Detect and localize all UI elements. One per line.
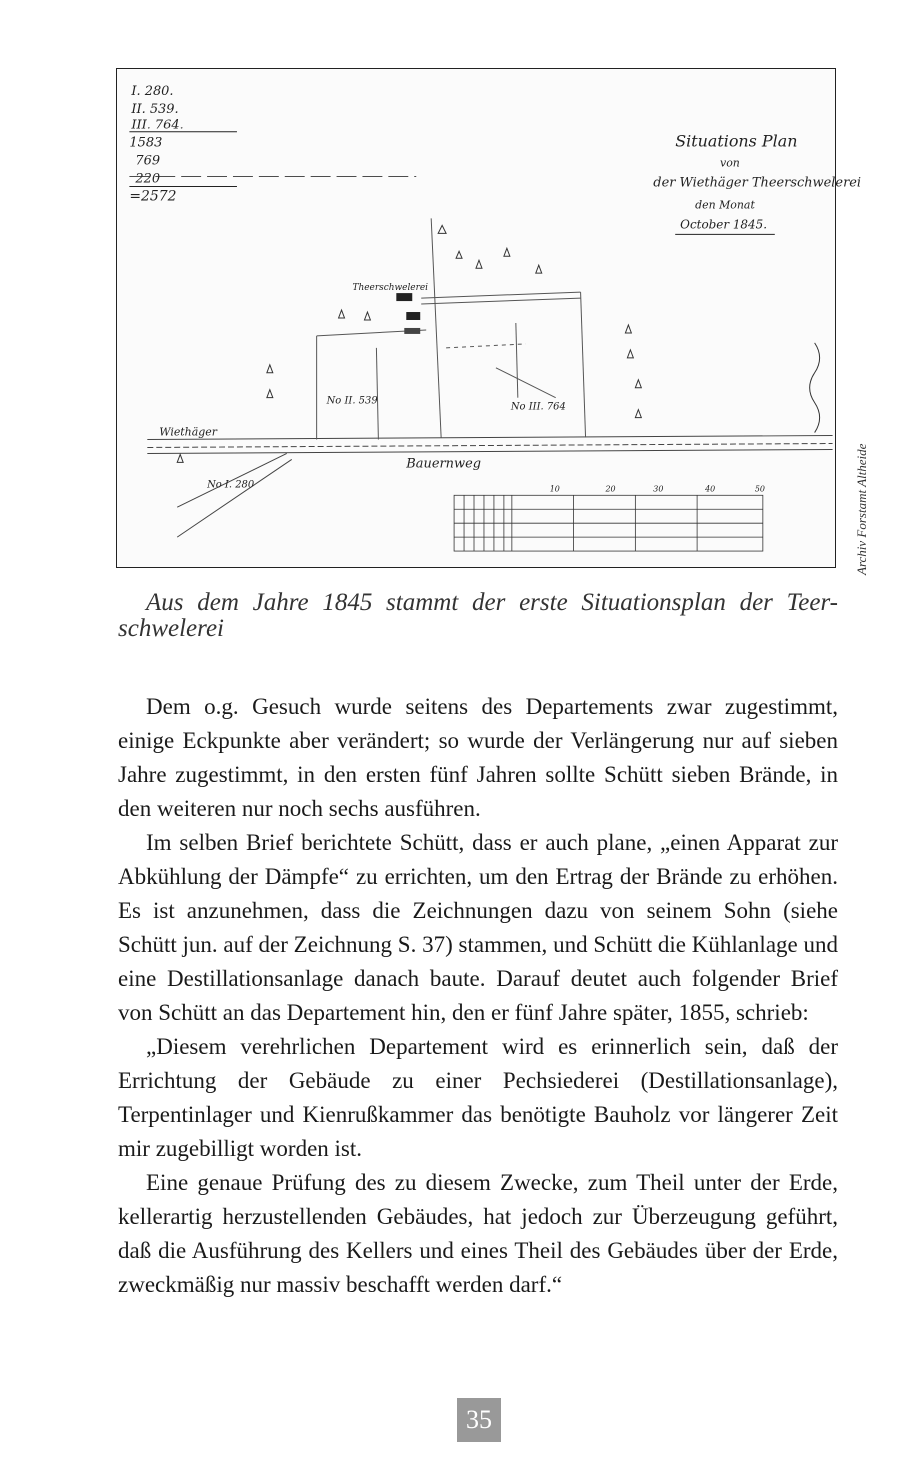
scale-tick: 50 [754, 484, 766, 494]
right-bracket [810, 343, 820, 433]
tally-line: 220 [135, 171, 161, 187]
figure-caption [118, 590, 838, 642]
tally-line: III. 764. [131, 117, 184, 133]
scale-tick: 40 [705, 484, 716, 494]
paragraph: „Diesem verehrlichen Departement wird es erinnerlich sein, daß der Errichtung der Gebäude zu einer Pechsiederei (Destillationsanlage), Terpentinlager und Kienrußkammer das benötigte Bauholz vor längerer Zeit mir zugebilligt worden ist. [118, 1034, 838, 1161]
title-line: von [720, 156, 740, 170]
plan-title [653, 132, 861, 235]
plot-label: No I. 280 [207, 479, 255, 491]
tally-line: II. 539. [131, 101, 179, 117]
caption-line-1: Aus dem Jahre 1845 stammt der erste Situationsplan der Teer- [146, 589, 838, 616]
title-line: den Monat [695, 198, 755, 212]
tally-line: I. 280. [131, 83, 174, 99]
image-credit [838, 405, 869, 575]
title-line: October 1845. [680, 217, 768, 232]
road-label: Bauernweg [406, 456, 482, 472]
caption-line-2: schwelerei [118, 615, 224, 642]
tally-line: 769 [135, 153, 161, 169]
scale-tick: 30 [653, 484, 664, 494]
road-label: Wiethäger [159, 425, 217, 439]
paragraph: Eine genaue Prüfung des zu diesem Zwecke, zum Theil unter der Erde, kellerartig herzustellenden Gebäudes, hat jedoch zur Überzeugung geführt, daß die Ausführung des Kellers und eines Theil des Gebäudes über der Erde, zweckmäßig nur massiv beschafft werden darf.“ [118, 1170, 838, 1297]
page-number: 35 [457, 1398, 501, 1442]
scale-tick: 10 [549, 484, 560, 494]
plot-label: No III. 764 [510, 401, 566, 413]
svg-text:Theerschwelerei: Theerschwelerei [352, 283, 429, 294]
paragraph: Im selben Brief berichtete Schütt, dass er auch plane, „einen Apparat zur Abkühlung der Dämpfe“ zu errichten, um den Ertrag der Brände zu erhöhen. Es ist anzunehmen, dass die Zeichnungen dazu von seinem Sohn (siehe Schütt jun. auf der Zeichnung S. 37) stammen, und Schütt die Kühlanlage und eine Destillationsanlage danach baute. Darauf deutet auch folgender Brief von Schütt an das Departement hin, den er fünf Jahre später, 1855, schrieb: [118, 830, 838, 1025]
tally-line: =2572 [129, 188, 177, 205]
plot-label: No II. 539 [326, 395, 378, 407]
body-text [118, 690, 838, 1302]
tree-symbols [177, 225, 641, 462]
tally-line: 1583 [129, 135, 163, 151]
tally-notes [129, 84, 416, 205]
scale-tick: 20 [605, 484, 616, 494]
scale-bar [454, 495, 763, 551]
credit-text: Archiv Forstamt Altheide [854, 443, 869, 575]
paragraph: Dem o.g. Gesuch wurde seitens des Departements zwar zugestimmt, einige Eckpunkte aber verändert; so wurde der Verlängerung nur auf sieben Jahre zugestimmt, in den ersten fünf Jahren sollte Schütt sieben Brände, in den weiteren nur noch sechs ausführen. [118, 694, 838, 821]
title-line: der Wiethäger Theerschwelerei [653, 175, 862, 191]
title-line: Situations Plan [675, 131, 798, 151]
buildings [352, 283, 428, 334]
